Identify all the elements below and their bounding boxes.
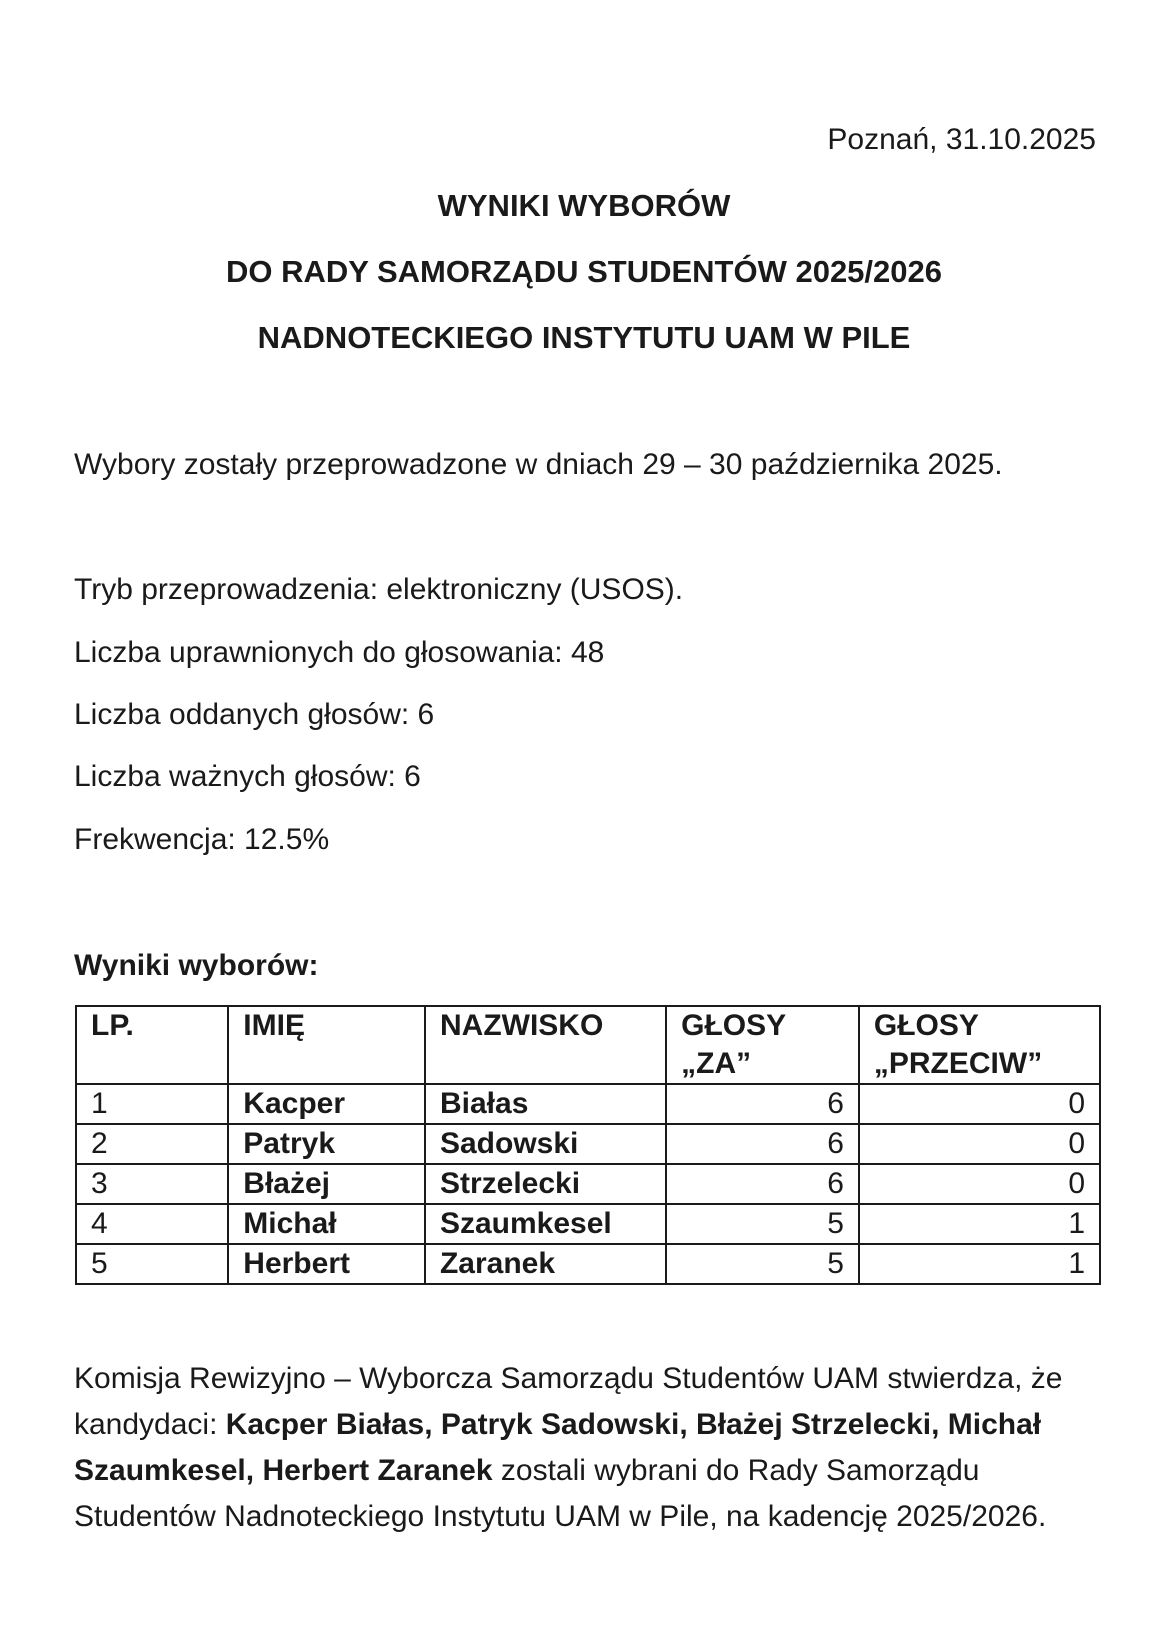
- column-header-lp: LP.: [76, 1006, 228, 1084]
- cell-votes-for: 6: [666, 1164, 859, 1204]
- cell-lp: 2: [76, 1124, 228, 1164]
- conclusion-paragraph: [74, 1356, 1104, 1540]
- column-header-votes-against-line-1: GŁOSY: [873, 1009, 979, 1042]
- cell-last-name: Białas: [425, 1084, 666, 1124]
- table-row: [76, 1164, 1100, 1204]
- cell-votes-against: 0: [859, 1124, 1100, 1164]
- cell-votes-against: 0: [859, 1084, 1100, 1124]
- table-row: [76, 1244, 1100, 1284]
- cell-votes-for: 5: [666, 1244, 859, 1284]
- cell-first-name: Kacper: [228, 1084, 425, 1124]
- column-header-last-name: NAZWISKO: [425, 1006, 666, 1084]
- cell-first-name: Herbert: [228, 1244, 425, 1284]
- table-header-row: [76, 1006, 1100, 1084]
- election-dates: Wybory zostały przeprowadzone w dniach 29 – 30 października 2025.: [74, 448, 1003, 481]
- conclusion-intro: Komisja Rewizyjno – Wyborcza Samorządu Studentów UAM stwierdza, że kandydaci:: [74, 1362, 1063, 1441]
- cell-votes-against: 1: [859, 1204, 1100, 1244]
- cell-lp: 1: [76, 1084, 228, 1124]
- column-header-votes-against: [859, 1006, 1100, 1084]
- cell-lp: 4: [76, 1204, 228, 1244]
- cell-lp: 3: [76, 1164, 228, 1204]
- conclusion-outro: zostali wybrani do Rady Samorządu Studentów Nadnoteckiego Instytutu UAM w Pile, na kadencję 2025/2026.: [74, 1454, 1047, 1533]
- table-row: [76, 1084, 1100, 1124]
- column-header-first-name: IMIĘ: [228, 1006, 425, 1084]
- column-header-votes-for-line-1: GŁOSY: [681, 1009, 787, 1042]
- document-title-line-2: DO RADY SAMORZĄDU STUDENTÓW 2025/2026: [225, 254, 942, 289]
- elected-candidates: Kacper Białas, Patryk Sadowski, Błażej Strzelecki, Michał Szaumkesel, Herbert Zaranek: [74, 1408, 1042, 1487]
- cell-first-name: Michał: [228, 1204, 425, 1244]
- election-mode: Tryb przeprowadzenia: elektroniczny (USOS).: [74, 573, 684, 606]
- cell-last-name: Sadowski: [425, 1124, 666, 1164]
- place-date: Poznań, 31.10.2025: [827, 123, 1096, 156]
- cell-last-name: Szaumkesel: [425, 1204, 666, 1244]
- eligible-voters: Liczba uprawnionych do głosowania: 48: [74, 636, 605, 669]
- results-table: [75, 1005, 1101, 1285]
- document-title-line-3: NADNOTECKIEGO INSTYTUTU UAM W PILE: [257, 320, 911, 355]
- document-title-line-1: WYNIKI WYBORÓW: [437, 188, 731, 223]
- cell-votes-for: 5: [666, 1204, 859, 1244]
- column-header-votes-for-line-2: „ZA”: [681, 1047, 752, 1080]
- cell-votes-for: 6: [666, 1124, 859, 1164]
- table-row: [76, 1204, 1100, 1244]
- cell-votes-against: 1: [859, 1244, 1100, 1284]
- turnout: Frekwencja: 12.5%: [74, 823, 330, 856]
- results-heading: Wyniki wyborów:: [74, 949, 319, 982]
- votes-cast: Liczba oddanych głosów: 6: [74, 698, 435, 731]
- valid-votes: Liczba ważnych głosów: 6: [74, 760, 421, 793]
- column-header-votes-for: [666, 1006, 859, 1084]
- cell-votes-for: 6: [666, 1084, 859, 1124]
- cell-lp: 5: [76, 1244, 228, 1284]
- table-row: [76, 1124, 1100, 1164]
- cell-last-name: Zaranek: [425, 1244, 666, 1284]
- cell-first-name: Błażej: [228, 1164, 425, 1204]
- column-header-votes-against-line-2: „PRZECIW”: [873, 1047, 1043, 1080]
- cell-first-name: Patryk: [228, 1124, 425, 1164]
- cell-last-name: Strzelecki: [425, 1164, 666, 1204]
- cell-votes-against: 0: [859, 1164, 1100, 1204]
